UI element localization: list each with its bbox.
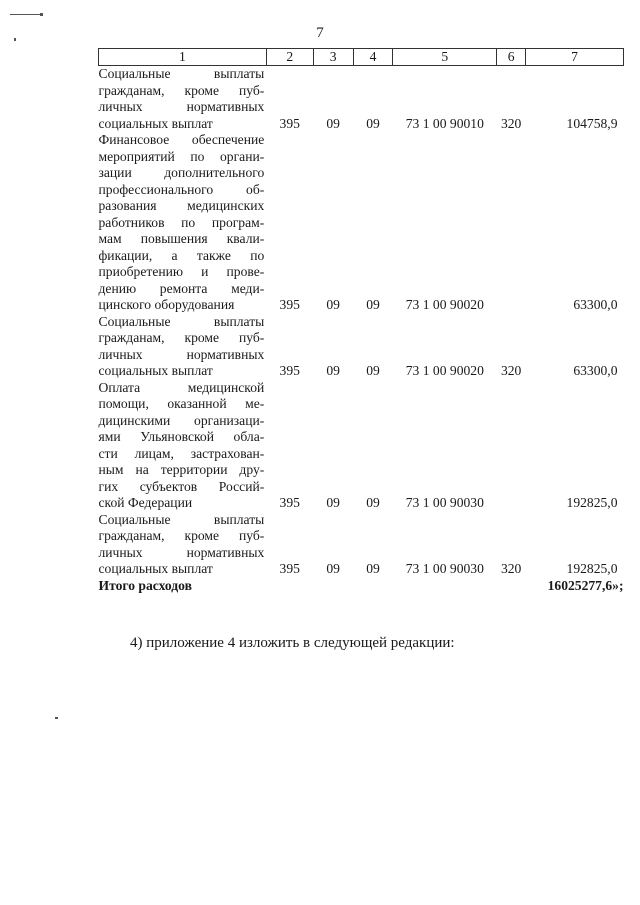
row-name-line: профессионального об- — [98, 181, 265, 197]
table-row — [99, 314, 624, 380]
row-name-line: ным на территории дру- — [98, 462, 265, 477]
table-row — [99, 66, 624, 133]
row-name-line: разования медицинских — [98, 198, 265, 213]
page-number: 7 — [316, 25, 324, 41]
cell-amount: 63300,0 — [573, 297, 618, 312]
row-name-line: социальных выплат — [98, 363, 213, 378]
row-name-line: гражданам, кроме пуб- — [98, 330, 265, 345]
row-name-line: приобретению и прове- — [98, 264, 265, 279]
row-name — [99, 512, 267, 578]
header-col-5: 5 — [393, 49, 497, 66]
row-name-line: зации дополнительного — [98, 165, 265, 180]
cell-target-article-code: 73 1 00 90020 — [405, 297, 484, 312]
row-name-line: фикации, а также по — [98, 247, 265, 263]
row-name — [99, 132, 267, 314]
header-col-2: 2 — [266, 49, 313, 66]
cell-amount: 192825,0 — [566, 495, 618, 510]
row-name-line: дению ремонта меди- — [98, 280, 265, 296]
header-col-6: 6 — [497, 49, 526, 66]
scan-artifact — [14, 38, 16, 41]
row-name-line: Оплата медицинской — [98, 379, 265, 395]
cell-section-code: 395 — [279, 495, 300, 510]
cell-amount: 104758,9 — [566, 115, 618, 131]
total-row — [99, 578, 624, 595]
row-name-line: гражданам, кроме пуб- — [98, 82, 265, 98]
cell-subsection-code: 09 — [366, 561, 380, 576]
cell-section-code: 395 — [279, 363, 300, 378]
cell-expense-type-code — [497, 132, 526, 314]
row-name-line: мам повышения квали- — [98, 231, 265, 246]
cell-subsection-code: 09 — [366, 115, 380, 131]
cell-chapter-code: 09 — [326, 561, 340, 576]
cell-chapter-code: 09 — [326, 115, 340, 131]
cell-subsection-code: 09 — [366, 297, 380, 312]
cell-subsection-code: 09 — [366, 495, 380, 510]
row-name-line: дицинскими организаци- — [98, 412, 265, 428]
row-name-line: гих субъектов Россий- — [98, 478, 265, 494]
cell-section-code: 395 — [279, 115, 300, 131]
table-header — [99, 49, 624, 66]
footer-text: 4) приложение 4 изложить в следующей редакции: — [130, 635, 455, 651]
cell-expense-type-code: 320 — [500, 363, 522, 378]
row-name-line: работников по програм- — [98, 214, 265, 230]
scan-artifact — [10, 14, 40, 15]
row-name-line: гражданам, кроме пуб- — [98, 528, 265, 543]
row-name-line: помощи, оказанной ме- — [98, 396, 265, 411]
cell-expense-type-code: 320 — [500, 115, 522, 131]
row-name — [99, 380, 267, 512]
row-name-line: социальных выплат — [98, 561, 213, 576]
row-name-line: личных нормативных — [98, 544, 265, 560]
total-label: Итого расходов — [98, 577, 192, 593]
row-name-line: сти лицам, застрахован- — [98, 445, 265, 461]
cell-target-article-code: 73 1 00 90030 — [405, 561, 484, 576]
cell-section-code: 395 — [279, 297, 300, 312]
scan-artifact — [40, 13, 43, 16]
row-name — [99, 66, 267, 133]
cell-amount: 192825,0 — [566, 561, 618, 576]
scan-artifact — [55, 717, 58, 719]
total-value: 16025277,6»; — [547, 577, 624, 593]
cell-chapter-code: 09 — [326, 297, 340, 312]
cell-chapter-code: 09 — [326, 495, 340, 510]
row-name-line: личных нормативных — [98, 99, 265, 114]
row-name-line: Социальные выплаты — [98, 313, 265, 329]
header-col-3: 3 — [313, 49, 353, 66]
cell-expense-type-code — [497, 380, 526, 512]
table-row — [99, 132, 624, 314]
row-name-line: Социальные выплаты — [98, 511, 265, 527]
row-name-line: ями Ульяновской обла- — [98, 429, 265, 444]
cell-expense-type-code: 320 — [500, 561, 522, 576]
table-row — [99, 512, 624, 578]
cell-chapter-code: 09 — [326, 363, 340, 378]
cell-target-article-code: 73 1 00 90030 — [405, 495, 484, 510]
row-name-line: ской Федерации — [98, 495, 193, 510]
row-name-line: социальных выплат — [98, 115, 213, 131]
header-col-7: 7 — [526, 49, 624, 66]
cell-target-article-code: 73 1 00 90020 — [405, 363, 484, 378]
cell-target-article-code: 73 1 00 90010 — [405, 115, 484, 131]
row-name-line: мероприятий по органи- — [98, 148, 265, 164]
cell-amount: 63300,0 — [573, 363, 618, 378]
row-name-line: Социальные выплаты — [98, 66, 265, 81]
cell-subsection-code: 09 — [366, 363, 380, 378]
table-body — [99, 66, 624, 595]
row-name-line: Финансовое обеспечение — [98, 132, 265, 147]
row-name — [99, 314, 267, 380]
header-col-4: 4 — [353, 49, 393, 66]
header-col-1: 1 — [99, 49, 267, 66]
row-name-line: личных нормативных — [98, 346, 265, 362]
budget-table — [98, 48, 624, 594]
table-row — [99, 380, 624, 512]
row-name-line: цинского оборудования — [98, 297, 235, 312]
cell-section-code: 395 — [279, 561, 300, 576]
